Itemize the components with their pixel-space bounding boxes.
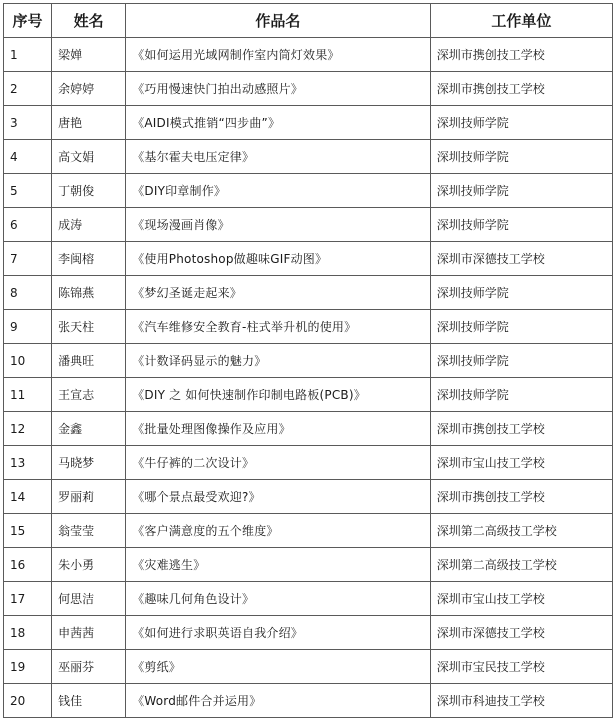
- header-work: 作品名: [126, 4, 431, 38]
- cell-no: 18: [4, 616, 52, 650]
- cell-unit: 深圳市宝山技工学校: [430, 446, 612, 480]
- table-row: [4, 650, 613, 684]
- header-no: 序号: [4, 4, 52, 38]
- cell-work: 《趣味几何角色设计》: [126, 582, 431, 616]
- cell-name: 罗丽莉: [52, 480, 126, 514]
- table-row: [4, 616, 613, 650]
- cell-work: 《如何进行求职英语自我介绍》: [126, 616, 431, 650]
- table-row: [4, 106, 613, 140]
- cell-name: 钱佳: [52, 684, 126, 718]
- cell-name: 何思洁: [52, 582, 126, 616]
- table-row: [4, 446, 613, 480]
- cell-name: 余婷婷: [52, 72, 126, 106]
- table-header-row: [4, 4, 613, 38]
- cell-name: 高文娟: [52, 140, 126, 174]
- table-row: [4, 548, 613, 582]
- cell-name: 潘典旺: [52, 344, 126, 378]
- cell-work: 《灾难逃生》: [126, 548, 431, 582]
- cell-work: 《剪纸》: [126, 650, 431, 684]
- cell-name: 陈锦燕: [52, 276, 126, 310]
- cell-unit: 深圳市宝山技工学校: [430, 582, 612, 616]
- cell-unit: 深圳市携创技工学校: [430, 38, 612, 72]
- cell-unit: 深圳市携创技工学校: [430, 72, 612, 106]
- cell-no: 7: [4, 242, 52, 276]
- cell-no: 2: [4, 72, 52, 106]
- cell-no: 1: [4, 38, 52, 72]
- cell-name: 翁莹莹: [52, 514, 126, 548]
- cell-work: 《梦幻圣诞走起来》: [126, 276, 431, 310]
- cell-no: 9: [4, 310, 52, 344]
- cell-no: 3: [4, 106, 52, 140]
- cell-no: 13: [4, 446, 52, 480]
- table-row: [4, 412, 613, 446]
- cell-unit: 深圳技师学院: [430, 310, 612, 344]
- cell-work: 《AIDI模式推销“四步曲”》: [126, 106, 431, 140]
- cell-work: 《使用Photoshop做趣味GIF动图》: [126, 242, 431, 276]
- cell-unit: 深圳技师学院: [430, 378, 612, 412]
- cell-no: 8: [4, 276, 52, 310]
- table-row: [4, 276, 613, 310]
- cell-unit: 深圳技师学院: [430, 344, 612, 378]
- cell-work: 《基尔霍夫电压定律》: [126, 140, 431, 174]
- cell-no: 10: [4, 344, 52, 378]
- cell-name: 李闽榕: [52, 242, 126, 276]
- cell-no: 17: [4, 582, 52, 616]
- cell-work: 《哪个景点最受欢迎?》: [126, 480, 431, 514]
- cell-work: 《批量处理图像操作及应用》: [126, 412, 431, 446]
- cell-unit: 深圳第二高级技工学校: [430, 548, 612, 582]
- cell-no: 14: [4, 480, 52, 514]
- cell-unit: 深圳技师学院: [430, 140, 612, 174]
- cell-name: 申茜茜: [52, 616, 126, 650]
- cell-no: 16: [4, 548, 52, 582]
- cell-work: 《Word邮件合并运用》: [126, 684, 431, 718]
- cell-unit: 深圳技师学院: [430, 106, 612, 140]
- table-row: [4, 514, 613, 548]
- cell-work: 《计数译码显示的魅力》: [126, 344, 431, 378]
- cell-work: 《如何运用光域网制作室内筒灯效果》: [126, 38, 431, 72]
- table-body: [4, 38, 613, 718]
- cell-work: 《客户满意度的五个维度》: [126, 514, 431, 548]
- cell-name: 丁朝俊: [52, 174, 126, 208]
- cell-work: 《牛仔裤的二次设计》: [126, 446, 431, 480]
- cell-no: 6: [4, 208, 52, 242]
- cell-unit: 深圳市携创技工学校: [430, 480, 612, 514]
- cell-unit: 深圳市科迪技工学校: [430, 684, 612, 718]
- table-row: [4, 480, 613, 514]
- cell-no: 15: [4, 514, 52, 548]
- cell-work: 《DIY 之 如何快速制作印制电路板(PCB)》: [126, 378, 431, 412]
- cell-unit: 深圳市携创技工学校: [430, 412, 612, 446]
- table-row: [4, 684, 613, 718]
- header-name: 姓名: [52, 4, 126, 38]
- table-row: [4, 242, 613, 276]
- header-unit: 工作单位: [430, 4, 612, 38]
- cell-no: 5: [4, 174, 52, 208]
- table-row: [4, 582, 613, 616]
- cell-no: 4: [4, 140, 52, 174]
- table-row: [4, 208, 613, 242]
- cell-unit: 深圳第二高级技工学校: [430, 514, 612, 548]
- cell-no: 20: [4, 684, 52, 718]
- cell-name: 朱小勇: [52, 548, 126, 582]
- cell-name: 马晓梦: [52, 446, 126, 480]
- cell-name: 金鑫: [52, 412, 126, 446]
- cell-work: 《现场漫画肖像》: [126, 208, 431, 242]
- table-row: [4, 310, 613, 344]
- table-row: [4, 378, 613, 412]
- award-list-table: [3, 3, 613, 718]
- cell-unit: 深圳技师学院: [430, 208, 612, 242]
- table-row: [4, 344, 613, 378]
- table-row: [4, 140, 613, 174]
- cell-unit: 深圳技师学院: [430, 276, 612, 310]
- cell-work: 《巧用慢速快门拍出动感照片》: [126, 72, 431, 106]
- cell-no: 12: [4, 412, 52, 446]
- cell-no: 19: [4, 650, 52, 684]
- cell-name: 王宣志: [52, 378, 126, 412]
- cell-name: 唐艳: [52, 106, 126, 140]
- cell-unit: 深圳市深德技工学校: [430, 242, 612, 276]
- cell-name: 梁婵: [52, 38, 126, 72]
- cell-work: 《DIY印章制作》: [126, 174, 431, 208]
- cell-no: 11: [4, 378, 52, 412]
- cell-unit: 深圳市深德技工学校: [430, 616, 612, 650]
- table-row: [4, 38, 613, 72]
- table-row: [4, 72, 613, 106]
- cell-name: 巫丽芬: [52, 650, 126, 684]
- cell-name: 张天柱: [52, 310, 126, 344]
- table-row: [4, 174, 613, 208]
- cell-unit: 深圳技师学院: [430, 174, 612, 208]
- cell-work: 《汽车维修安全教育-柱式举升机的使用》: [126, 310, 431, 344]
- cell-unit: 深圳市宝民技工学校: [430, 650, 612, 684]
- cell-name: 成涛: [52, 208, 126, 242]
